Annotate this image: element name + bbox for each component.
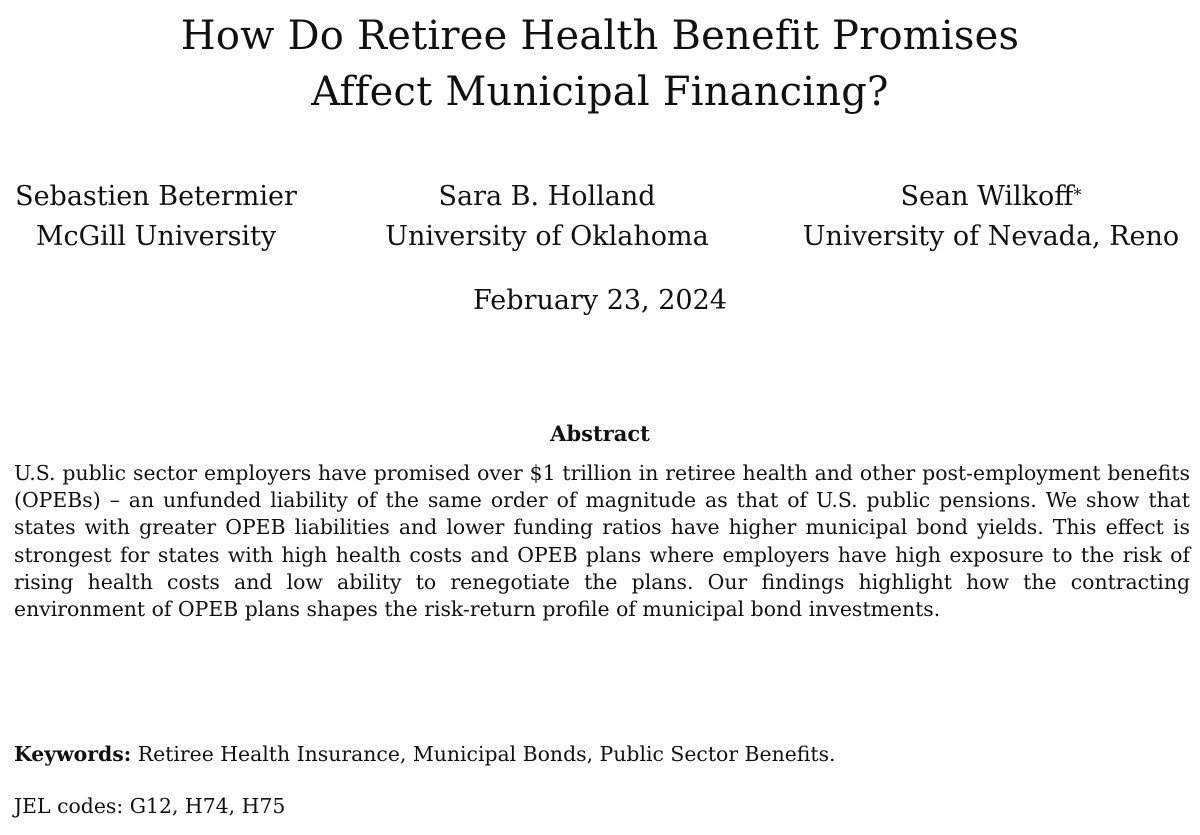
author-affiliation: University of Nevada, Reno bbox=[802, 221, 1180, 252]
publication-date: February 23, 2024 bbox=[473, 285, 727, 316]
keywords-line bbox=[14, 740, 1190, 768]
author-affiliation: McGill University bbox=[35, 221, 277, 252]
author-name-text: Sara B. Holland bbox=[438, 181, 656, 212]
author-block-holland bbox=[372, 177, 722, 257]
author-affiliation: University of Oklahoma bbox=[385, 221, 709, 252]
keywords-text: Retiree Health Insurance, Municipal Bonds, Public Sector Benefits. bbox=[137, 742, 836, 766]
abstract-heading: Abstract bbox=[550, 421, 650, 446]
author-name bbox=[790, 177, 1192, 217]
author-name-text: Sean Wilkoff bbox=[900, 181, 1074, 212]
author-block-wilkoff bbox=[790, 177, 1192, 257]
paper-title-line-1: How Do Retiree Health Benefit Promises bbox=[180, 13, 1020, 59]
paper-title-line-2: Affect Municipal Financing? bbox=[311, 69, 889, 115]
abstract-body: U.S. public sector employers have promised over $1 trillion in retiree health and other post-employment benefits (OPEBs) – an unfunded liability of the same order of magnitude as that of U.S. public pensions. We show that states with greater OPEB liabilities and lower funding ratios have higher municipal bond yields. This effect is strongest for states with high health costs and OPEB plans where employers have high exposure to the risk of rising health costs and low ability to renegotiate the plans. Our findings highlight how the contracting environment of OPEB plans shapes the risk-return profile of municipal bond investments. bbox=[14, 461, 1190, 622]
author-block-betermier bbox=[8, 177, 304, 257]
author-name-text: Sebastien Betermier bbox=[15, 181, 297, 212]
keywords-label: Keywords: bbox=[14, 742, 132, 766]
paper-title bbox=[0, 8, 1200, 120]
corresponding-author-mark: * bbox=[1073, 185, 1082, 204]
jel-codes: JEL codes: G12, H74, H75 bbox=[14, 794, 286, 818]
author-name bbox=[372, 177, 722, 217]
author-name bbox=[8, 177, 304, 217]
